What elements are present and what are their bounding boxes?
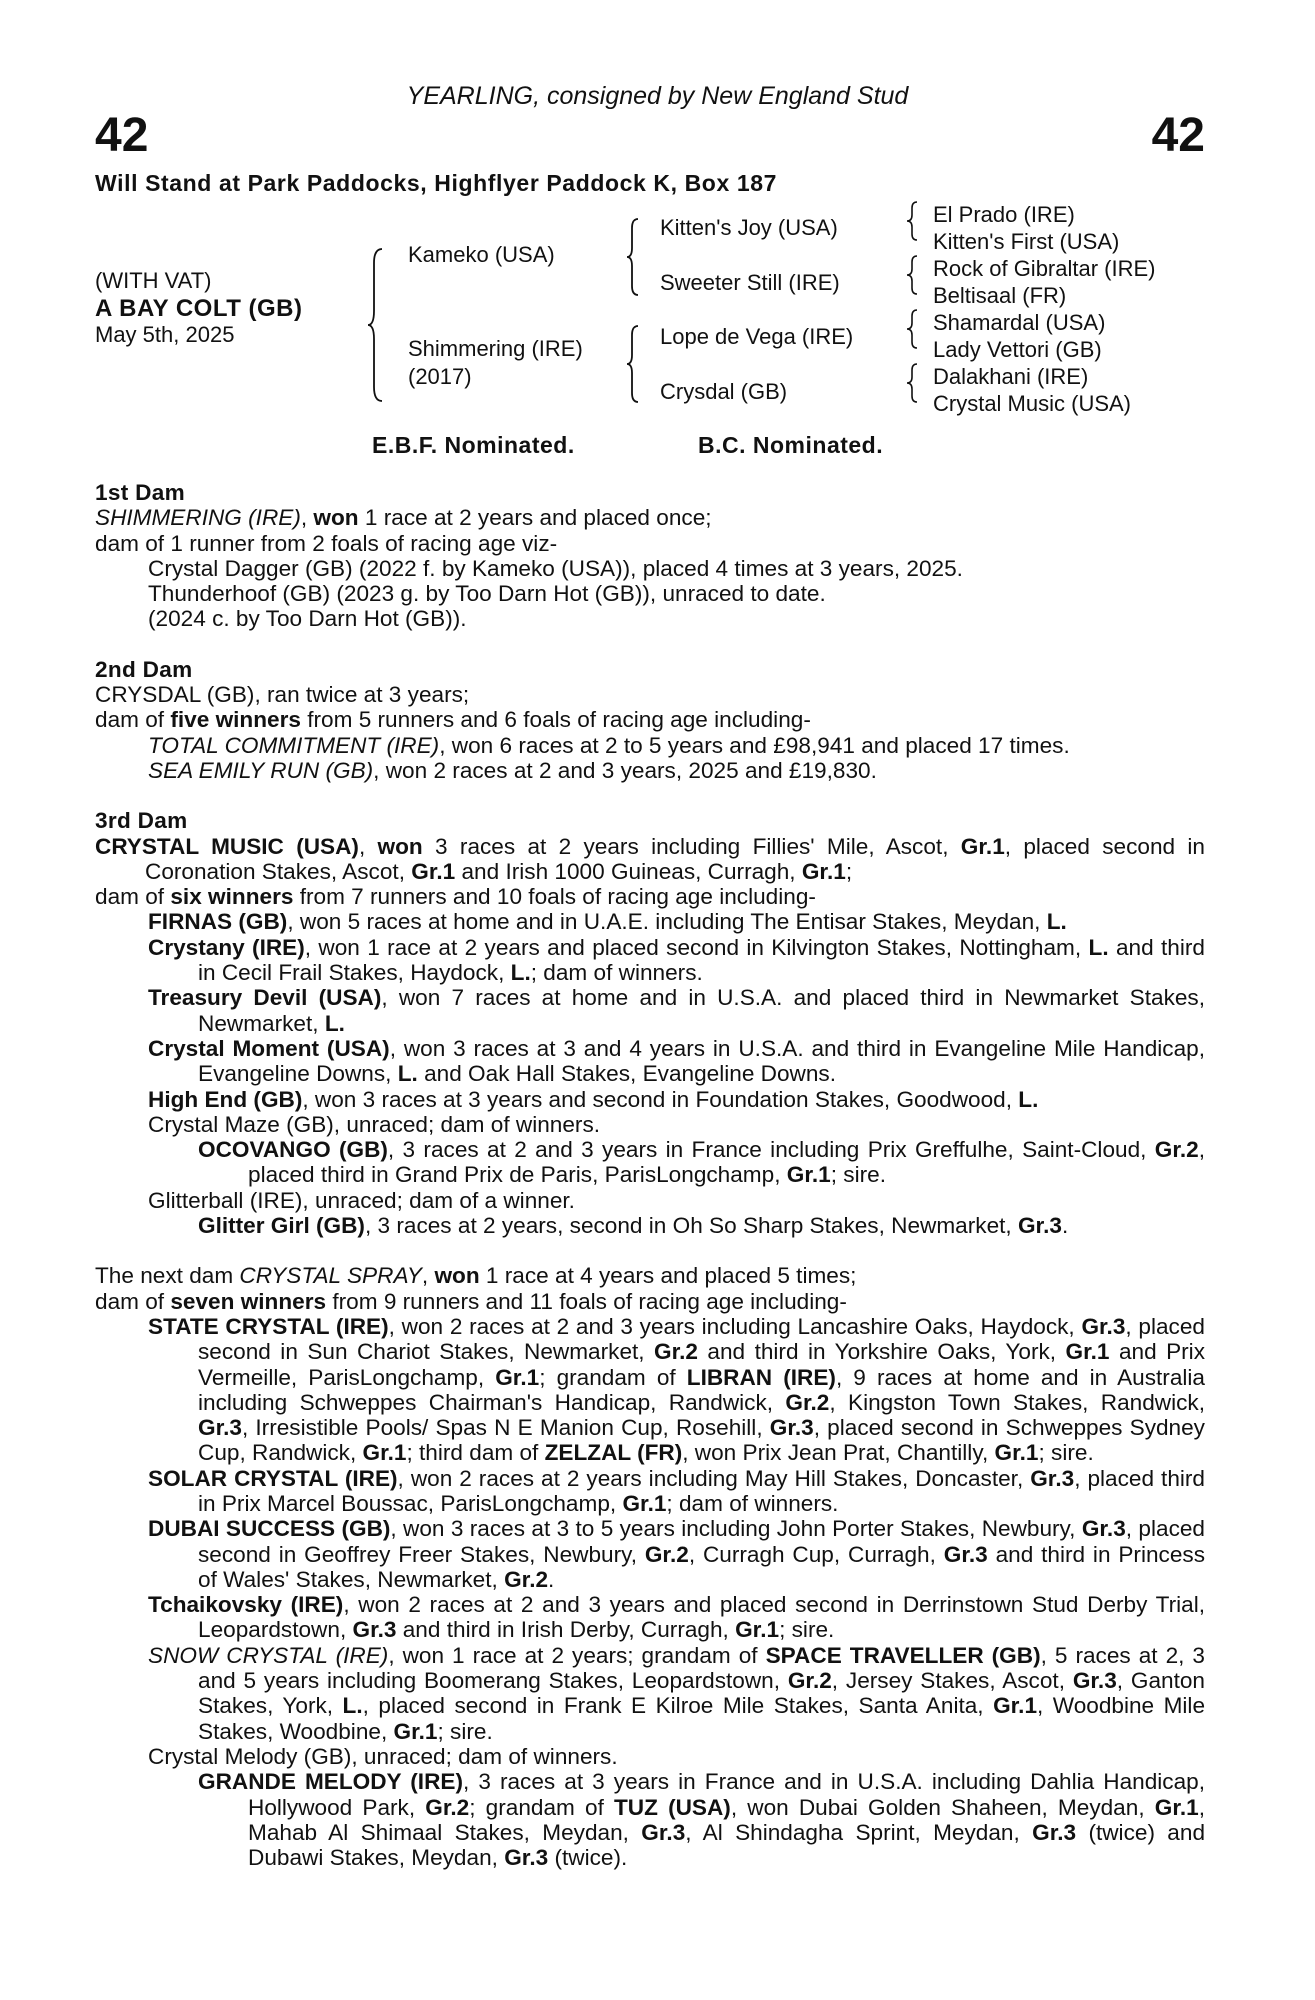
- pedigree-brace-3d: [906, 362, 920, 404]
- sire: Kameko (USA): [408, 242, 555, 267]
- produce-crystany: Crystany (IRE), won 1 race at 2 years and placed second in Kilvington Stakes, Nottingham, L. and third in Cecil Frail Stakes, Haydock, L.; dam of winners.: [148, 934, 1205, 986]
- produce-dubai-success: DUBAI SUCCESS (GB), won 3 races at 3 to 5 years including John Porter Stakes, Newbury, Gr.3, placed second in Geoffrey Freer Stakes, Newbury, Gr.2, Curragh Cup, Curragh, Gr.3 and third in Princess of Wales' Stakes, Newmarket, Gr.2.: [148, 1516, 1205, 1592]
- next-dam-produce-intro: dam of seven winners from 9 runners and 11 foals of racing age including-: [95, 1288, 847, 1314]
- pedigree-brace-2b: [626, 323, 642, 405]
- produce-firnas: FIRNAS (GB), won 5 races at home and in U.A.E. including The Entisar Stakes, Meydan, L.: [148, 909, 1067, 935]
- produce-snow-crystal: SNOW CRYSTAL (IRE), won 1 race at 2 years; grandam of SPACE TRAVELLER (GB), 5 races at 2, 3 and 5 years including Boomerang Stakes, Leopardstown, Gr.2, Jersey Stakes, Ascot, Gr.3, Ganton Stakes, York, L., placed second in Frank E Kilroe Mile Stakes, Santa Anita, Gr.1, Woodbine Mile Stakes, Woodbine, Gr.1; sire.: [148, 1642, 1206, 1744]
- lot-number-right: 42: [1151, 109, 1205, 162]
- lot-number-left: 42: [95, 109, 149, 162]
- pedigree-brace-2a: [626, 216, 642, 298]
- dss: Shamardal (USA): [933, 310, 1106, 335]
- produce-tchaikovsky: Tchaikovsky (IRE), won 2 races at 2 and 3 years and placed second in Derrinstown Stud Derby Trial, Leopardstown, Gr.3 and third in Irish Derby, Curragh, Gr.1; sire.: [148, 1592, 1206, 1643]
- horse-name: A BAY COLT (GB): [95, 295, 303, 322]
- sire-sire: Kitten's Joy (USA): [660, 215, 838, 240]
- dds: Dalakhani (IRE): [933, 364, 1089, 389]
- second-dam-produce-1: TOTAL COMMITMENT (IRE), won 6 races at 2 to 5 years and £98,941 and placed 17 times.: [148, 732, 1070, 758]
- dam-year: (2017): [408, 364, 472, 389]
- produce-2: Thunderhoof (GB) (2023 g. by Too Darn Hot (GB)), unraced to date.: [148, 581, 826, 607]
- bc-nominated: B.C. Nominated.: [698, 432, 884, 458]
- second-dam-produce-intro: dam of five winners from 5 runners and 6 foals of racing age including-: [95, 707, 811, 733]
- produce-solar-crystal: SOLAR CRYSTAL (IRE), won 2 races at 2 years including May Hill Stakes, Doncaster, Gr.3, placed third in Prix Marcel Boussac, ParisLongchamp, Gr.1; dam of winners.: [148, 1465, 1205, 1516]
- sds: Rock of Gibraltar (IRE): [933, 256, 1156, 281]
- pedigree-brace-3c: [906, 308, 920, 350]
- dsd: Lady Vettori (GB): [933, 337, 1102, 362]
- produce-1: Crystal Dagger (GB) (2022 f. by Kameko (USA)), placed 4 times at 3 years, 2025.: [148, 555, 963, 581]
- second-dam-heading: 2nd Dam: [95, 656, 193, 682]
- consignment-line: YEARLING, consigned by New England Stud: [406, 82, 909, 110]
- sire-dam: Sweeter Still (IRE): [660, 270, 840, 295]
- pedigree-brace-3a: [906, 200, 920, 242]
- produce-state-crystal: STATE CRYSTAL (IRE), won 2 races at 2 and 3 years including Lancashire Oaks, Haydock, Gr.3, placed second in Sun Chariot Stakes, Newmarket, Gr.2 and third in Yorkshire Oaks, York, Gr.1 and Prix Vermeille, ParisLongchamp, Gr.1; grandam of LIBRAN (IRE), 9 races at home and in Australia including Schweppes Chairman's Handicap, Randwick, Gr.2, Kingston Town Stakes, Randwick, Gr.3, Irresistible Pools/ Spas N E Manion Cup, Rosehill, Gr.3, placed second in Schweppes Sydney Cup, Randwick, Gr.1; third dam of ZELZAL (FR), won Prix Jean Prat, Chantilly, Gr.1; sire.: [148, 1313, 1206, 1466]
- ssd: Kitten's First (USA): [933, 229, 1120, 254]
- produce-3: (2024 c. by Too Darn Hot (GB)).: [148, 606, 467, 632]
- catalogue-body: [95, 480, 1205, 1870]
- second-dam-line: CRYSDAL (GB), ran twice at 3 years;: [95, 682, 470, 708]
- produce-grande-melody: GRANDE MELODY (IRE), 3 races at 3 years in France and in U.S.A. including Dahlia Handicap, Hollywood Park, Gr.2; grandam of TUZ (USA), won Dubai Golden Shaheen, Meydan, Gr.1, Mahab Al Shimaal Stakes, Meydan, Gr.3, Al Shindagha Sprint, Meydan, Gr.3 (twice) and Dubawi Stakes, Meydan, Gr.3 (twice).: [198, 1769, 1206, 1871]
- sdd: Beltisaal (FR): [933, 283, 1067, 308]
- dam-sire: Lope de Vega (IRE): [660, 324, 854, 349]
- produce-crystal-maze: Crystal Maze (GB), unraced; dam of winners.: [148, 1111, 601, 1137]
- dam-dam: Crysdal (GB): [660, 379, 788, 404]
- foaling-date: May 5th, 2025: [95, 322, 235, 347]
- sss: El Prado (IRE): [933, 202, 1075, 227]
- produce-glitter-girl: Glitter Girl (GB), 3 races at 2 years, second in Oh So Sharp Stakes, Newmarket, Gr.3.: [198, 1213, 1069, 1239]
- produce-ocovango: OCOVANGO (GB), 3 races at 2 and 3 years in France including Prix Greffulhe, Saint-Cloud, Gr.2, placed third in Grand Prix de Paris, ParisLongchamp, Gr.1; sire.: [198, 1137, 1205, 1188]
- second-dam-produce-2: SEA EMILY RUN (GB), won 2 races at 2 and 3 years, 2025 and £19,830.: [148, 757, 877, 783]
- stand-location: Will Stand at Park Paddocks, Highflyer Paddock K, Box 187: [95, 170, 778, 196]
- ebf-nominated: E.B.F. Nominated.: [372, 432, 575, 458]
- first-dam-heading: 1st Dam: [95, 480, 186, 505]
- next-dam-line: The next dam CRYSTAL SPRAY, won 1 race at 4 years and placed 5 times;: [95, 1263, 857, 1289]
- produce-glitterball: Glitterball (IRE), unraced; dam of a winner.: [148, 1187, 575, 1213]
- third-dam-heading: 3rd Dam: [95, 808, 188, 834]
- dam: Shimmering (IRE): [408, 336, 583, 361]
- third-dam-line: CRYSTAL MUSIC (USA), won 3 races at 2 years including Fillies' Mile, Ascot, Gr.1, placed second in Coronation Stakes, Ascot, Gr.1 and Irish 1000 Guineas, Curragh, Gr.1;: [95, 833, 1205, 884]
- vat-note: (WITH VAT): [95, 268, 212, 293]
- produce-high-end: High End (GB), won 3 races at 3 years and second in Foundation Stakes, Goodwood, L.: [148, 1086, 1039, 1112]
- first-dam-line: SHIMMERING (IRE), won 1 race at 2 years and placed once;: [95, 505, 712, 531]
- pedigree-brace-1: [366, 245, 388, 405]
- produce-crystal-melody: Crystal Melody (GB), unraced; dam of winners.: [148, 1743, 618, 1769]
- pedigree-brace-3b: [906, 254, 920, 296]
- first-dam-produce-intro: dam of 1 runner from 2 foals of racing age viz-: [95, 530, 558, 556]
- produce-crystal-moment: Crystal Moment (USA), won 3 races at 3 and 4 years in U.S.A. and third in Evangeline Mile Handicap, Evangeline Downs, L. and Oak Hall Stakes, Evangeline Downs.: [148, 1035, 1205, 1087]
- produce-treasury-devil: Treasury Devil (USA), won 7 races at home and in U.S.A. and placed third in Newmarket Stakes, Newmarket, L.: [148, 985, 1205, 1036]
- third-dam-produce-intro: dam of six winners from 7 runners and 10 foals of racing age including-: [95, 884, 816, 910]
- ddd: Crystal Music (USA): [933, 391, 1132, 416]
